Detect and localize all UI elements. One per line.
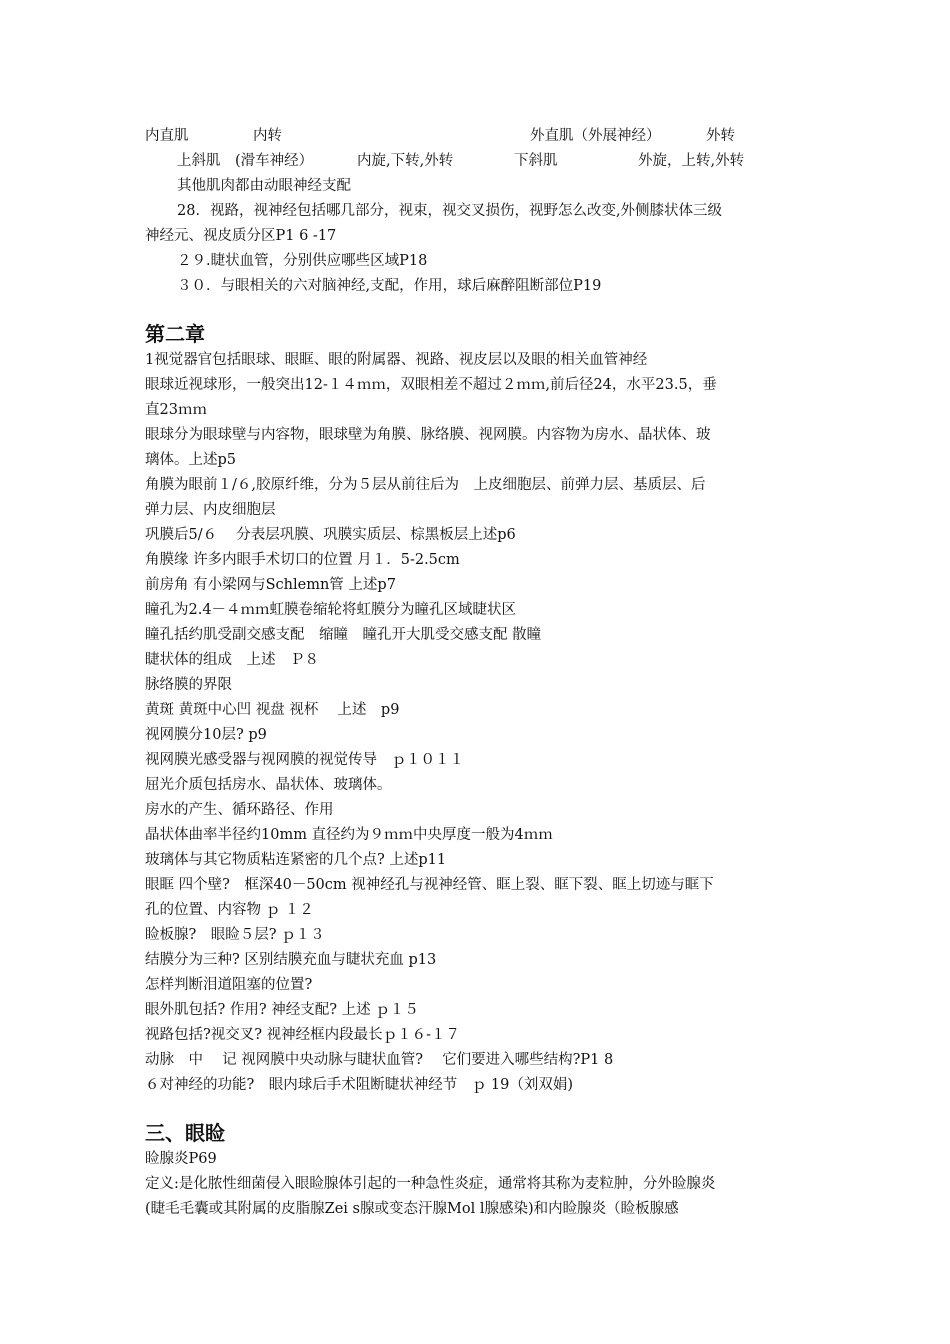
text-line: (睫毛毛囊或其附属的皮脂腺Zei s腺或变态汗腺Mol l腺感染)和内睑腺炎（睑板腺感 (145, 1201, 679, 1217)
text-line: 怎样判断泪道阻塞的位置? (145, 977, 313, 993)
text-line: 脉络膜的界限 (145, 677, 232, 693)
text-line: 视网膜分10层? p9 (145, 727, 267, 743)
text-line: 眼外肌包括? 作用? 神经支配? 上述 ｐ１５ (145, 1002, 419, 1018)
text-line: 1视觉器官包括眼球、眼眶、眼的附属器、视路、视皮层以及眼的相关血管神经 (145, 352, 648, 368)
text-line: 巩膜后5/６ 分表层巩膜、巩膜实质层、棕黑板层上述p6 (145, 527, 516, 543)
text-line: 孔的位置、内容物 ｐ １２ (145, 902, 314, 918)
muscle-action: 内转 (253, 128, 282, 144)
text-line: 瞳孔为2.4－４ｍｍ虹膜卷缩轮将虹膜分为瞳孔区域睫状区 (145, 602, 517, 618)
muscle-name: 上斜肌 (滑车神经） (177, 153, 314, 169)
text-line: 定义:是化脓性细菌侵入眼睑腺体引起的一种急性炎症，通常将其称为麦粒肿，分外睑腺炎 (145, 1176, 716, 1192)
text-line: 结膜分为三种? 区别结膜充血与睫状充血 p13 (145, 952, 437, 968)
text-line: 瞳孔括约肌受副交感支配 缩瞳 瞳孔开大肌受交感支配 散瞳 (145, 627, 542, 643)
text-line: 睑腺炎P69 (145, 1151, 217, 1167)
text-line: 睫状体的组成 上述 Ｐ８ (145, 652, 319, 668)
chapter-heading: 第二章 (145, 322, 205, 346)
text-line: 璃体。上述p5 (145, 452, 237, 468)
text-line: ６对神经的功能? 眼内球后手术阻断睫状神经节 ｐ 19（刘双娟) (145, 1077, 573, 1093)
text-line: 视路包括?视交叉? 视神经框内段最长ｐ１６-１７ (145, 1027, 461, 1043)
text-line: 房水的产生、循环路径、作用 (145, 802, 334, 818)
muscle-name: 下斜肌 (514, 153, 558, 169)
text-line: 动脉 中 记 视网膜中央动脉与睫状血管? 它们要进入哪些结构?P1 8 (145, 1052, 614, 1068)
muscle-action: 外转 (706, 128, 735, 144)
text-line: ２９.睫状血管，分别供应哪些区域P18 (177, 253, 428, 269)
text-line: 28．视路，视神经包括哪几部分，视束，视交叉损伤，视野怎么改变,外侧膝状体三级 (177, 203, 723, 219)
muscle-name: 外直肌（外展神经） (530, 128, 661, 144)
text-line: 其他肌肉都由动眼神经支配 (177, 178, 351, 194)
muscle-action: 外旋，上转,外转 (638, 153, 745, 169)
text-line: 直23ｍｍ (145, 402, 207, 418)
chapter-heading: 三、眼睑 (145, 1121, 225, 1145)
text-line: 前房角 有小梁网与Schlemn管 上述p7 (145, 577, 396, 593)
text-line: 晶状体曲率半径约10mm 直径约为９ｍｍ中央厚度一般为4ｍｍ (145, 827, 553, 843)
text-line: 眼眶 四个壁? 框深40－50cm 视神经孔与视神经管、眶上裂、眶下裂、眶上切迹与眶下 (145, 877, 714, 893)
text-line: 神经元、视皮质分区P1 6 -17 (145, 228, 337, 244)
text-line: 眼球分为眼球壁与内容物，眼球壁为角膜、脉络膜、视网膜。内容物为房水、晶状体、玻 (145, 427, 711, 443)
text-line: 玻璃体与其它物质粘连紧密的几个点? 上述p11 (145, 852, 447, 868)
text-line: 黄斑 黄斑中心凹 视盘 视杯 上述 p9 (145, 702, 400, 718)
text-line: 角膜为眼前１/６,胶原纤维，分为５层从前往后为 上皮细胞层、前弹力层、基质层、后 (145, 477, 706, 493)
text-line: ３０．与眼相关的六对脑神经,支配，作用，球后麻醉阻断部位P19 (177, 278, 602, 294)
muscle-action: 内旋,下转,外转 (357, 153, 454, 169)
text-line: 屈光介质包括房水、晶状体、玻璃体。 (145, 777, 392, 793)
text-line: 睑板腺? 眼睑５层? ｐ１３ (145, 927, 325, 943)
text-line: 弹力层、内皮细胞层 (145, 502, 276, 518)
text-line: 眼球近视球形，一般突出12-１４ｍｍ，双眼相差不超过２ｍｍ,前后径24，水平23.5，垂 (145, 377, 717, 393)
text-line: 角膜缘 许多内眼手术切口的位置 月１．5-2.5cm (145, 552, 460, 568)
text-line: 视网膜光感受器与视网膜的视觉传导 ｐ１０１１ (145, 752, 464, 768)
muscle-name: 内直肌 (145, 128, 189, 144)
